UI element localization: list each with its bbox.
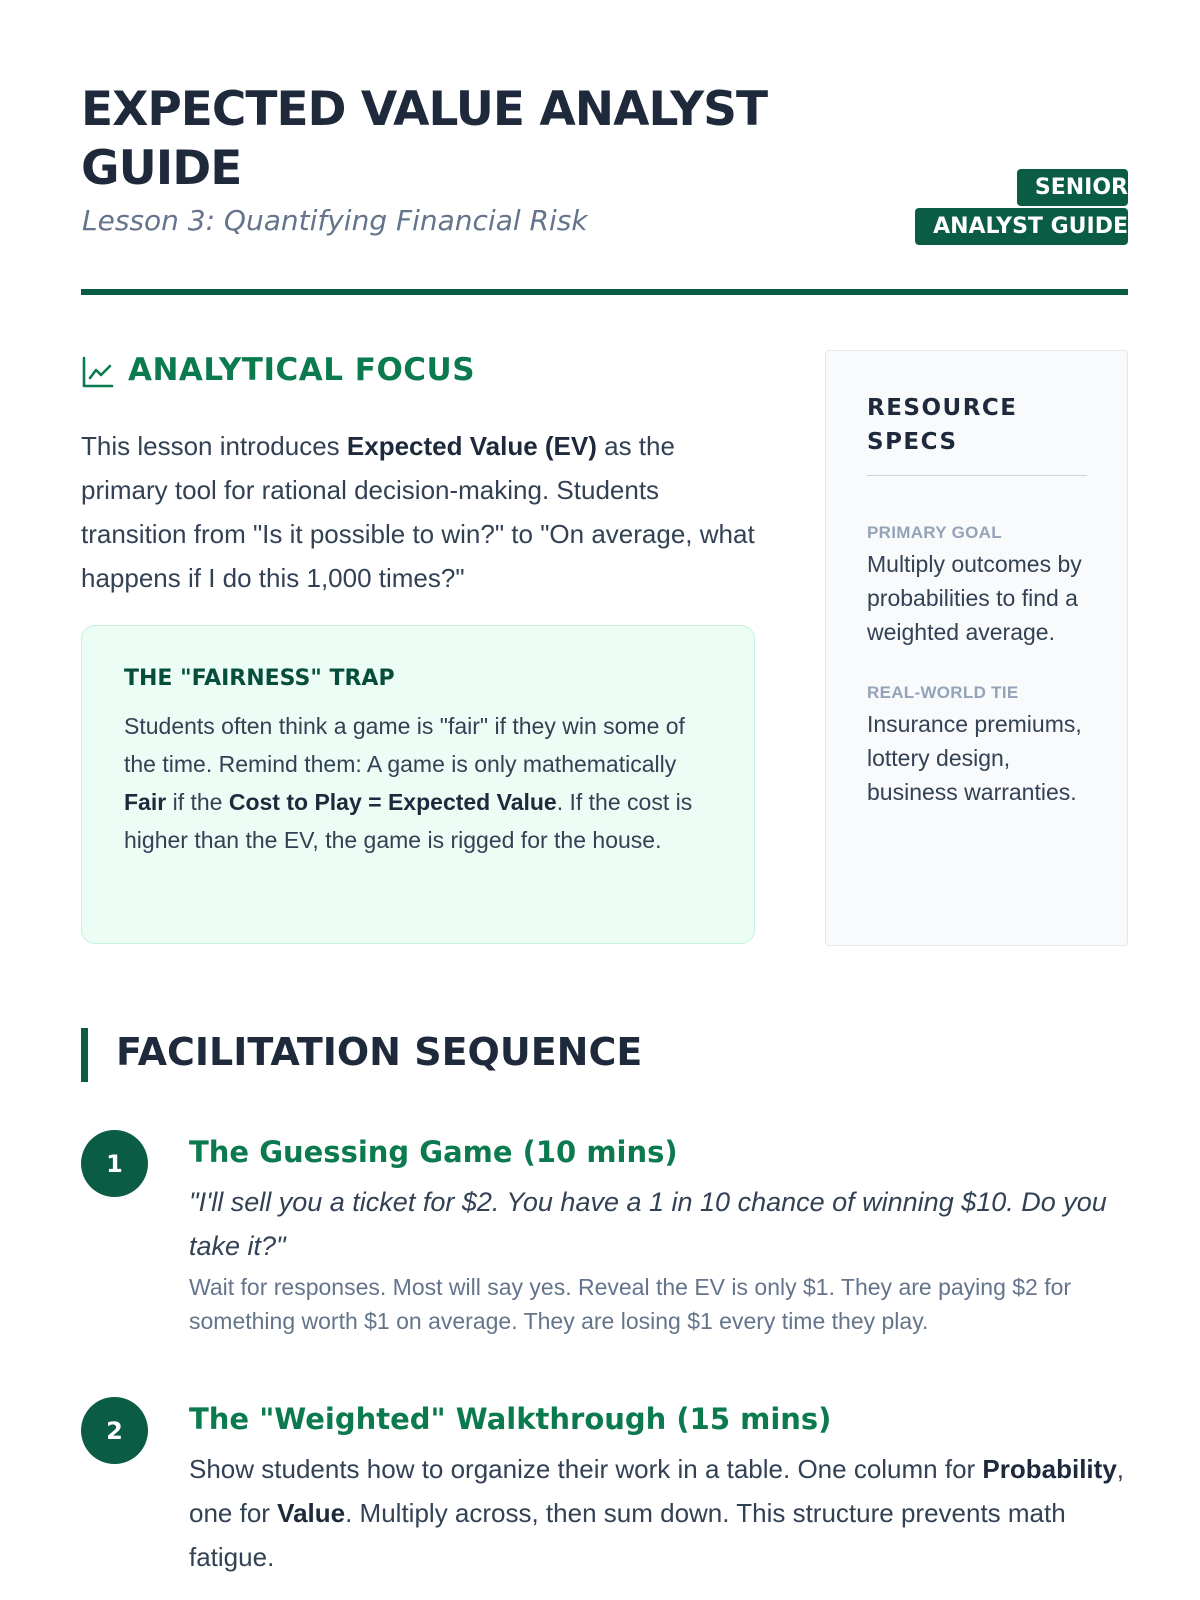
callout-text-emphasis: Fair: [124, 789, 167, 815]
step-note: Wait for responses. Most will say yes. Reveal the EV is only $1. They are paying $2 for something worth $1 on average. They are losing $1 every time they play.: [189, 1274, 1072, 1334]
spec-value: Multiply outcomes by probabilities to find a weighted average.: [867, 551, 1082, 645]
focus-text-part: as the primary tool for rational decision-making. Students transition from "Is it possible to win?" to "On average, what happens if I do this 1,000 times?": [81, 431, 755, 593]
facilitation-heading: FACILITATION SEQUENCE: [116, 1030, 643, 1074]
analytical-focus-heading: ANALYTICAL FOCUS: [128, 352, 476, 388]
step-item: [189, 1132, 1134, 1338]
focus-text-emphasis: Expected Value (EV): [346, 431, 597, 461]
specs-divider: [867, 475, 1087, 476]
step-body: [189, 1447, 1134, 1579]
page-title: EXPECTED VALUE ANALYST GUIDE: [81, 82, 768, 196]
line-chart-icon: [81, 355, 115, 389]
header-divider: [81, 289, 1128, 295]
spec-label: PRIMARY GOAL: [867, 523, 1002, 542]
callout-text-part: if the: [166, 789, 229, 815]
section-accent-bar: [81, 1028, 88, 1082]
resource-specs-panel: [825, 350, 1128, 946]
step-text-emphasis: Probability: [982, 1454, 1117, 1484]
focus-text-part: This lesson introduces: [81, 431, 347, 461]
step-text-part: Show students how to organize their work in a table. One column for: [189, 1454, 983, 1484]
spec-label: REAL-WORLD TIE: [867, 683, 1019, 702]
callout-text: [124, 707, 714, 859]
step-text-emphasis: Value: [277, 1498, 346, 1528]
guide-badge-label: SENIOR ANALYST GUIDE: [915, 169, 1128, 245]
step-number-badge: 2: [81, 1397, 148, 1464]
step-item: [189, 1399, 1134, 1579]
callout-text-part: . If the cost is higher than the EV, the game is rigged for the house.: [124, 789, 693, 853]
page-subtitle: Lesson 3: Quantifying Financial Risk: [82, 204, 588, 237]
step-number-badge: 1: [81, 1130, 148, 1197]
callout-text-part: Students often think a game is "fair" if they win some of the time. Remind them: A game is only mathematically: [124, 713, 685, 777]
guide-badge: [903, 168, 1128, 246]
step-title: The "Weighted" Walkthrough (15 mins): [189, 1402, 832, 1436]
fairness-trap-callout: [81, 625, 755, 944]
analytical-focus-text: [81, 424, 761, 600]
specs-title: RESOURCE SPECS: [867, 395, 1018, 455]
spec-value: Insurance premiums, lottery design, business warranties.: [867, 711, 1082, 805]
step-title: The Guessing Game (10 mins): [189, 1135, 678, 1169]
step-text-part: . Multiply across, then sum down. This structure prevents math fatigue.: [189, 1498, 1066, 1572]
step-text-part: , one for: [189, 1454, 1125, 1528]
callout-text-emphasis: Cost to Play = Expected Value: [228, 789, 557, 815]
step-quote: "I'll sell you a ticket for $2. You have a 1 in 10 chance of winning $10. Do you take it?": [189, 1187, 1107, 1261]
callout-title: THE "FAIRNESS" TRAP: [124, 666, 395, 691]
